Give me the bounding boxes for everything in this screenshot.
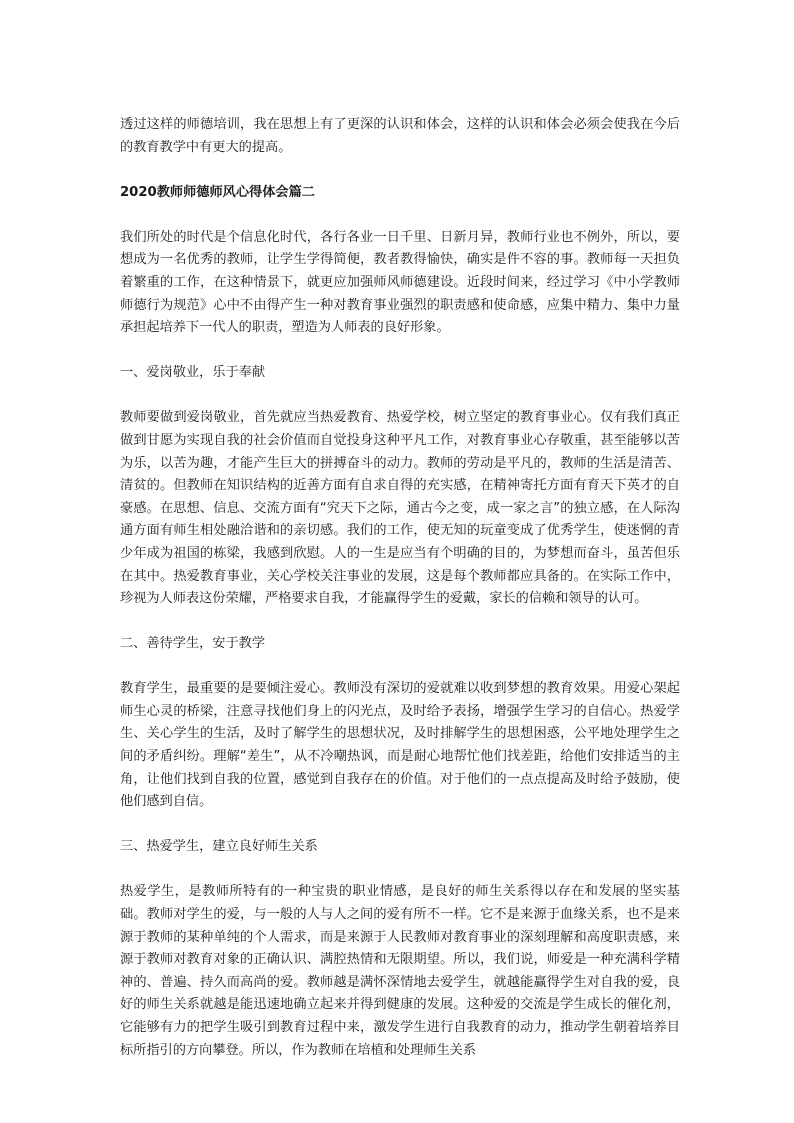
paragraph-intro-conclusion: 透过这样的师德培训，我在思想上有了更深的认识和体会，这样的认识和体会必须会使我在今后的教育教学中有更大的提高。 <box>120 117 680 155</box>
paragraph-opening: 我们所处的时代是个信息化时代，各行各业一日千里、日新月异，教师行业也不例外，所以，要想成为一名优秀的教师，让学生学得简便，教者教得愉快，确实是件不容的事。教师每一天担负着繁重的工作，在这种情景下，就更应加强师风师德建设。近段时间来，经过学习《中小学教师师德行为规范》心中不由得产生一种对教育事业强烈的职责感和使命感，应集中精力、集中力量承担起培养下一代人的职责，塑造为人师表的良好形象。 <box>120 229 680 336</box>
document-body <box>120 114 680 1062</box>
paragraph-gap <box>120 204 680 227</box>
paragraph-three: 热爱学生，是教师所特有的一种宝贵的职业情感，是良好的师生关系得以存在和发展的坚实基础。教师对学生的爱，与一般的人与人之间的爱有所不一样。它不是来源于血缘关系，也不是来源于教师的某种单纯的个人需求，而是来源于人民教师对教育事业的深刻理解和高度职责感，来源于教师对教育对象的正确认识、满腔热情和无限期望。所以，我们说，师爱是一种充满科学精神的、普遍、持久而高尚的爱。教师越是满怀深情地去爱学生，就越能赢得学生对自我的爱，良好的师生关系就越是能迅速地确立起来并得到健康的发展。这种爱的交流是学生成长的催化剂，它能够有力的把学生吸引到教育过程中来，激发学生进行自我教育的动力，推动学生朝着培养目标所指引的方向攀登。所以，作为教师在培植和处理师生关系 <box>120 884 680 1058</box>
heading-one: 一、爱岗敬业，乐于奉献 <box>120 365 266 381</box>
heading-three: 三、热爱学生，建立良好师生关系 <box>120 839 318 855</box>
paragraph-gap <box>120 814 680 837</box>
paragraph-gap <box>120 385 680 408</box>
paragraph-gap <box>120 859 680 882</box>
section-title: 2020教师师德师风心得体会篇二 <box>120 184 315 200</box>
paragraph-gap <box>120 656 680 679</box>
paragraph-one: 教师要做到爱岗敬业，首先就应当热爱教育、热爱学校，树立坚定的教育事业心。仅有我们真正做到甘愿为实现自我的社会价值而自觉投身这种平凡工作，对教育事业心存敬重，甚至能够以苦为乐，以苦为趣，才能产生巨大的拼搏奋斗的动力。教师的劳动是平凡的，教师的生活是清苦、清贫的。但教师在知识结构的近善方面有自求自得的充实感，在精神寄托方面有育天下英才的自豪感。在思想、信息、交流方面有“究天下之际，通古今之变，成一家之言”的独立感，在人际沟通方面有师生相处融洽谐和的亲切感。我们的工作，使无知的玩童变成了优秀学生，使迷惘的青少年成为祖国的栋梁，我感到欣慰。人的一生是应当有个明确的目的，为梦想而奋斗，虽苦但乐在其中。热爱教育事业，关心学校关注事业的发展，这是每个教师都应具备的。在实际工作中，珍视为人师表这份荣耀，严格要求自我，才能赢得学生的爱戴，家长的信赖和领导的认可。 <box>120 410 680 607</box>
paragraph-gap <box>120 159 680 182</box>
heading-two: 二、善待学生，安于教学 <box>120 636 266 652</box>
paragraph-two: 教育学生，最重要的是要倾注爱心。教师没有深切的爱就难以收到梦想的教育效果。用爱心架起师生心灵的桥梁，注意寻找他们身上的闪光点，及时给予表扬，增强学生学习的自信心。热爱学生、关心学生的生活，及时了解学生的思想状况，及时排解学生的思想困惑，公平地处理学生之间的矛盾纠纷。理解“差生”，从不冷嘲热讽，而是耐心地帮忙他们找差距，给他们安排适当的主角，让他们找到自我的位置，感觉到自我存在的价值。对于他们的一点点提高及时给予鼓励，使他们感到自信。 <box>120 681 680 810</box>
paragraph-gap <box>120 611 680 634</box>
paragraph-gap <box>120 340 680 363</box>
